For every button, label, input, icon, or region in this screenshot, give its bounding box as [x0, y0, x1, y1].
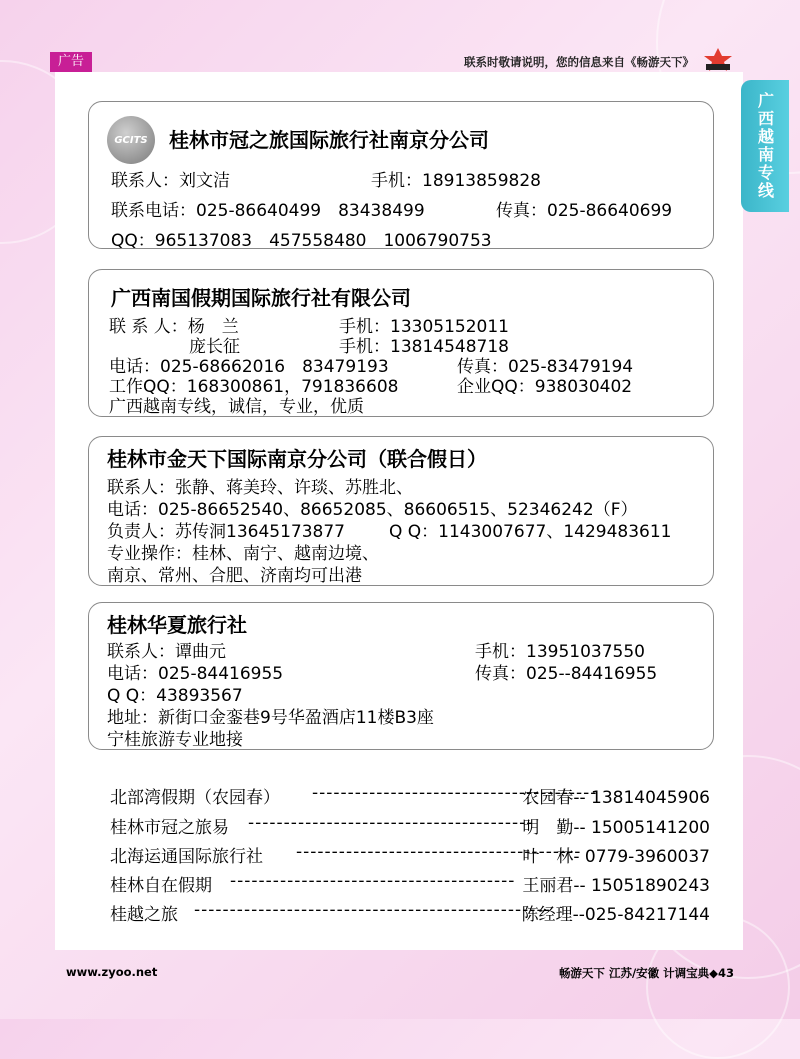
- list-item-dashes: ----------------------------------------: [230, 871, 516, 891]
- phone: 电话：025-68662016 83479193: [109, 357, 389, 377]
- phone: 电话：025-86652540、86652085、86606515、52346242（F）: [107, 500, 638, 520]
- address: 地址：新街口金銮巷9号华盈酒店11楼B3座: [107, 708, 434, 728]
- agency-title: 桂林市金天下国际南京分公司（联合假日）: [107, 447, 487, 471]
- list-item-name: 桂越之旅: [110, 905, 178, 925]
- fax: 传真：025--84416955: [475, 664, 658, 684]
- operations: 南京、常州、合肥、济南均可出港: [107, 566, 362, 586]
- phone: 联系电话：025-86640499 83438499: [111, 201, 425, 221]
- contact-person: 联 系 人：杨 兰: [109, 317, 239, 337]
- agency-title: 桂林市冠之旅国际旅行社南京分公司: [169, 128, 489, 152]
- agency-title: 桂林华夏旅行社: [107, 613, 247, 637]
- list-item-name: 北海运通国际旅行社: [110, 847, 263, 867]
- corp-qq: 企业QQ：938030402: [457, 377, 633, 397]
- list-item-dashes: --------------------------------------------------: [194, 900, 551, 920]
- operations: 专业操作：桂林、南宁、越南边境、: [107, 544, 379, 564]
- mobile: 手机：18913859828: [371, 171, 541, 191]
- publication-footer: 畅游天下 江苏/安徽 计调宝典◆43: [558, 966, 734, 980]
- list-item-dashes: ----------------------------------------: [248, 813, 534, 833]
- agency-card-guanzhilv: [88, 101, 714, 249]
- note: 宁桂旅游专业地接: [107, 730, 243, 750]
- cits-logo: GCITS: [107, 116, 155, 164]
- list-item-contact: 农园春-- 13814045906: [522, 788, 710, 808]
- website-link[interactable]: www.zyoo.net: [66, 965, 158, 979]
- list-item-name: 北部湾假期（农园春）: [110, 788, 280, 808]
- list-item-dashes: ----------------------------------------: [296, 842, 582, 862]
- manager: 负责人：苏传洞13645173877: [107, 522, 345, 542]
- agency-card-huaxia: [88, 602, 714, 750]
- slogan: 广西越南专线，诚信，专业，优质: [109, 397, 364, 417]
- mobile: 手机：13305152011: [339, 317, 509, 337]
- side-tab: 广西越南专线: [741, 80, 789, 212]
- contact-person: 联系人：谭曲元: [107, 642, 226, 662]
- contact-person: 联系人：刘文洁: [111, 171, 230, 191]
- agency-title: 广西南国假期国际旅行社有限公司: [111, 286, 411, 310]
- fax: 传真：025-83479194: [457, 357, 634, 377]
- qq: Q Q：43893567: [107, 686, 243, 706]
- phone: 电话：025-84416955: [107, 664, 284, 684]
- mobile: 手机：13814548718: [339, 337, 509, 357]
- work-qq: 工作QQ：168300861，791836608: [109, 377, 399, 397]
- list-item-contact: 陈经理--025-84217144: [521, 905, 710, 925]
- list-item-contact: 叶 林- 0779-3960037: [522, 847, 710, 867]
- list-item-contact: 王丽君-- 15051890243: [522, 876, 710, 896]
- list-item-name: 桂林自在假期: [110, 876, 212, 896]
- agency-card-nanguo: [88, 269, 714, 417]
- fax: 传真：025-86640699: [496, 201, 673, 221]
- list-item-contact: 明 勤-- 15005141200: [522, 818, 710, 838]
- list-item-dashes: ----------------------------------------: [312, 783, 598, 803]
- list-item-name: 桂林市冠之旅易: [110, 818, 229, 838]
- qq: Q Q：1143007677、1429483611: [389, 522, 672, 542]
- mobile: 手机：13951037550: [475, 642, 645, 662]
- ad-label: 广告: [50, 52, 92, 72]
- qq: QQ：965137083 457558480 1006790753: [111, 231, 492, 251]
- header-note: 联系时敬请说明，您的信息来自《畅游天下》: [464, 55, 694, 69]
- contact-persons: 联系人：张静、蒋美玲、许琰、苏胜北、: [107, 478, 413, 498]
- publication-logo-icon: [700, 46, 736, 72]
- contact-person: 庞长征: [189, 337, 240, 357]
- agency-card-jintianxia: [88, 436, 714, 586]
